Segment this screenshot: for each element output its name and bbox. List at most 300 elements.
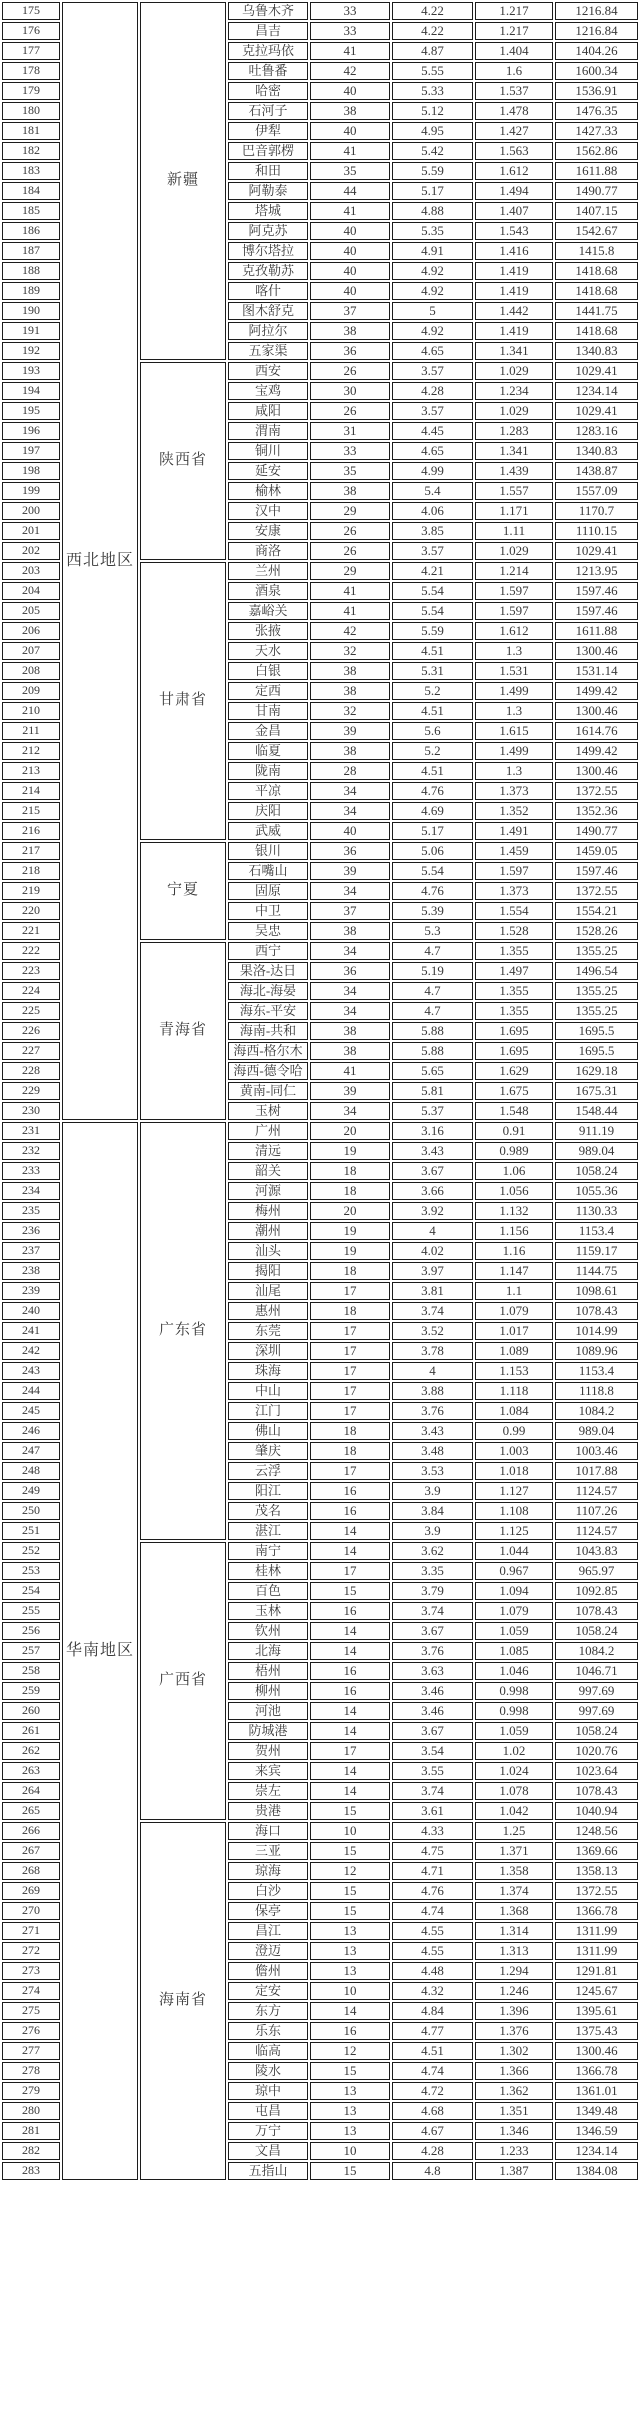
city-cell: 石河子 [228, 102, 308, 120]
value-cell: 1.16 [475, 1242, 553, 1260]
city-cell: 阳江 [228, 1482, 308, 1500]
row-number-cell: 280 [2, 2102, 60, 2120]
value-cell: 1361.01 [555, 2082, 638, 2100]
value-cell: 3.57 [392, 402, 473, 420]
city-cell: 黄南-同仁 [228, 1082, 308, 1100]
value-cell: 1029.41 [555, 362, 638, 380]
province-cell: 宁夏 [140, 842, 226, 940]
value-cell: 1118.8 [555, 1382, 638, 1400]
value-cell: 38 [310, 1042, 390, 1060]
value-cell: 34 [310, 982, 390, 1000]
row-number-cell: 265 [2, 1802, 60, 1820]
value-cell: 1.118 [475, 1382, 553, 1400]
value-cell: 0.91 [475, 1122, 553, 1140]
value-cell: 5.54 [392, 582, 473, 600]
city-cell: 玉树 [228, 1102, 308, 1120]
province-cell: 广东省 [140, 1122, 226, 1540]
city-cell: 和田 [228, 162, 308, 180]
value-cell: 1597.46 [555, 582, 638, 600]
row-number-cell: 186 [2, 222, 60, 240]
value-cell: 1.358 [475, 1862, 553, 1880]
value-cell: 0.998 [475, 1682, 553, 1700]
row-number-cell: 271 [2, 1922, 60, 1940]
value-cell: 1.294 [475, 1962, 553, 1980]
value-cell: 1.494 [475, 182, 553, 200]
city-cell: 梧州 [228, 1662, 308, 1680]
value-cell: 1.059 [475, 1622, 553, 1640]
value-cell: 1366.78 [555, 2062, 638, 2080]
row-number-cell: 218 [2, 862, 60, 880]
value-cell: 14 [310, 1722, 390, 1740]
city-cell: 吐鲁番 [228, 62, 308, 80]
row-number-cell: 262 [2, 1742, 60, 1760]
city-cell: 贵港 [228, 1802, 308, 1820]
row-number-cell: 189 [2, 282, 60, 300]
row-number-cell: 256 [2, 1622, 60, 1640]
row-number-cell: 195 [2, 402, 60, 420]
value-cell: 1352.36 [555, 802, 638, 820]
row-number-cell: 200 [2, 502, 60, 520]
value-cell: 0.998 [475, 1702, 553, 1720]
city-cell: 酒泉 [228, 582, 308, 600]
value-cell: 1562.86 [555, 142, 638, 160]
value-cell: 1695.5 [555, 1042, 638, 1060]
value-cell: 1.346 [475, 2122, 553, 2140]
value-cell: 1.171 [475, 502, 553, 520]
table-row [2, 1122, 638, 1140]
value-cell: 5.06 [392, 842, 473, 860]
row-number-cell: 266 [2, 1822, 60, 1840]
value-cell: 17 [310, 1382, 390, 1400]
city-cell: 乐东 [228, 2022, 308, 2040]
row-number-cell: 207 [2, 642, 60, 660]
row-number-cell: 176 [2, 22, 60, 40]
value-cell: 15 [310, 2162, 390, 2180]
city-cell: 临高 [228, 2042, 308, 2060]
row-number-cell: 278 [2, 2062, 60, 2080]
value-cell: 1.419 [475, 262, 553, 280]
value-cell: 4.7 [392, 982, 473, 1000]
value-cell: 42 [310, 62, 390, 80]
value-cell: 4.87 [392, 42, 473, 60]
value-cell: 3.57 [392, 362, 473, 380]
value-cell: 4.65 [392, 342, 473, 360]
city-cell: 西宁 [228, 942, 308, 960]
row-number-cell: 246 [2, 1422, 60, 1440]
value-cell: 4.67 [392, 2122, 473, 2140]
value-cell: 4.72 [392, 2082, 473, 2100]
value-cell: 34 [310, 1102, 390, 1120]
value-cell: 17 [310, 1742, 390, 1760]
row-number-cell: 199 [2, 482, 60, 500]
value-cell: 1554.21 [555, 902, 638, 920]
city-cell: 张掖 [228, 622, 308, 640]
value-cell: 13 [310, 1962, 390, 1980]
value-cell: 4.51 [392, 2042, 473, 2060]
row-number-cell: 249 [2, 1482, 60, 1500]
value-cell: 1459.05 [555, 842, 638, 860]
value-cell: 10 [310, 1982, 390, 2000]
value-cell: 1611.88 [555, 622, 638, 640]
value-cell: 1078.43 [555, 1782, 638, 1800]
city-cell: 武威 [228, 822, 308, 840]
value-cell: 34 [310, 942, 390, 960]
value-cell: 5.37 [392, 1102, 473, 1120]
value-cell: 1055.36 [555, 1182, 638, 1200]
city-cell: 汉中 [228, 502, 308, 520]
row-number-cell: 276 [2, 2022, 60, 2040]
value-cell: 13 [310, 2122, 390, 2140]
value-cell: 20 [310, 1202, 390, 1220]
value-cell: 3.43 [392, 1142, 473, 1160]
row-number-cell: 190 [2, 302, 60, 320]
value-cell: 38 [310, 742, 390, 760]
value-cell: 5.33 [392, 82, 473, 100]
value-cell: 15 [310, 1802, 390, 1820]
value-cell: 1542.67 [555, 222, 638, 240]
row-number-cell: 231 [2, 1122, 60, 1140]
value-cell: 44 [310, 182, 390, 200]
value-cell: 1248.56 [555, 1822, 638, 1840]
city-cell: 伊犁 [228, 122, 308, 140]
value-cell: 1124.57 [555, 1522, 638, 1540]
value-cell: 1557.09 [555, 482, 638, 500]
row-number-cell: 250 [2, 1502, 60, 1520]
value-cell: 1.439 [475, 462, 553, 480]
row-number-cell: 230 [2, 1102, 60, 1120]
value-cell: 1213.95 [555, 562, 638, 580]
value-cell: 4.48 [392, 1962, 473, 1980]
value-cell: 3.74 [392, 1302, 473, 1320]
row-number-cell: 197 [2, 442, 60, 460]
value-cell: 1476.35 [555, 102, 638, 120]
value-cell: 1438.87 [555, 462, 638, 480]
value-cell: 1058.24 [555, 1722, 638, 1740]
value-cell: 17 [310, 1402, 390, 1420]
value-cell: 1.3 [475, 702, 553, 720]
value-cell: 19 [310, 1222, 390, 1240]
value-cell: 4.84 [392, 2002, 473, 2020]
value-cell: 3.67 [392, 1722, 473, 1740]
value-cell: 20 [310, 1122, 390, 1140]
value-cell: 1.351 [475, 2102, 553, 2120]
value-cell: 1.557 [475, 482, 553, 500]
value-cell: 1.003 [475, 1442, 553, 1460]
value-cell: 1040.94 [555, 1802, 638, 1820]
value-cell: 1153.4 [555, 1362, 638, 1380]
value-cell: 12 [310, 1862, 390, 1880]
row-number-cell: 240 [2, 1302, 60, 1320]
value-cell: 41 [310, 602, 390, 620]
value-cell: 1.217 [475, 22, 553, 40]
value-cell: 1.25 [475, 1822, 553, 1840]
value-cell: 1.387 [475, 2162, 553, 2180]
value-cell: 1.368 [475, 1902, 553, 1920]
value-cell: 30 [310, 382, 390, 400]
value-cell: 4.02 [392, 1242, 473, 1260]
value-cell: 15 [310, 1842, 390, 1860]
value-cell: 4.92 [392, 262, 473, 280]
value-cell: 38 [310, 482, 390, 500]
row-number-cell: 191 [2, 322, 60, 340]
city-cell: 乌鲁木齐 [228, 2, 308, 20]
value-cell: 3.43 [392, 1422, 473, 1440]
row-number-cell: 179 [2, 82, 60, 100]
value-cell: 38 [310, 322, 390, 340]
value-cell: 4.99 [392, 462, 473, 480]
value-cell: 1084.2 [555, 1402, 638, 1420]
value-cell: 14 [310, 1702, 390, 1720]
row-number-cell: 220 [2, 902, 60, 920]
value-cell: 5.3 [392, 922, 473, 940]
city-cell: 琼海 [228, 1862, 308, 1880]
value-cell: 5.42 [392, 142, 473, 160]
value-cell: 1418.68 [555, 282, 638, 300]
value-cell: 14 [310, 1522, 390, 1540]
city-cell: 克孜勒苏 [228, 262, 308, 280]
city-cell: 安康 [228, 522, 308, 540]
value-cell: 4.76 [392, 782, 473, 800]
value-cell: 1058.24 [555, 1622, 638, 1640]
value-cell: 40 [310, 82, 390, 100]
row-number-cell: 181 [2, 122, 60, 140]
value-cell: 1.491 [475, 822, 553, 840]
row-number-cell: 187 [2, 242, 60, 260]
city-cell: 澄迈 [228, 1942, 308, 1960]
value-cell: 1.084 [475, 1402, 553, 1420]
row-number-cell: 252 [2, 1542, 60, 1560]
city-cell: 巴音郭楞 [228, 142, 308, 160]
city-cell: 惠州 [228, 1302, 308, 1320]
value-cell: 3.9 [392, 1522, 473, 1540]
value-cell: 1.085 [475, 1642, 553, 1660]
value-cell: 40 [310, 282, 390, 300]
value-cell: 4.28 [392, 2142, 473, 2160]
value-cell: 3.53 [392, 1462, 473, 1480]
city-cell: 宝鸡 [228, 382, 308, 400]
value-cell: 18 [310, 1162, 390, 1180]
city-cell: 平凉 [228, 782, 308, 800]
value-cell: 4.76 [392, 1882, 473, 1900]
city-cell: 汕尾 [228, 1282, 308, 1300]
value-cell: 3.62 [392, 1542, 473, 1560]
value-cell: 1.543 [475, 222, 553, 240]
city-cell: 铜川 [228, 442, 308, 460]
value-cell: 1355.25 [555, 982, 638, 1000]
row-number-cell: 223 [2, 962, 60, 980]
city-cell: 汕头 [228, 1242, 308, 1260]
value-cell: 1.597 [475, 582, 553, 600]
value-cell: 3.84 [392, 1502, 473, 1520]
value-cell: 1.042 [475, 1802, 553, 1820]
city-cell: 文昌 [228, 2142, 308, 2160]
city-cell: 哈密 [228, 82, 308, 100]
value-cell: 38 [310, 682, 390, 700]
value-cell: 1078.43 [555, 1602, 638, 1620]
value-cell: 1.597 [475, 602, 553, 620]
value-cell: 1.497 [475, 962, 553, 980]
row-number-cell: 259 [2, 1682, 60, 1700]
value-cell: 17 [310, 1342, 390, 1360]
value-cell: 4.74 [392, 1902, 473, 1920]
city-cell: 昌江 [228, 1922, 308, 1940]
value-cell: 4.51 [392, 642, 473, 660]
value-cell: 3.57 [392, 542, 473, 560]
value-cell: 37 [310, 302, 390, 320]
value-cell: 4.65 [392, 442, 473, 460]
city-cell: 天水 [228, 642, 308, 660]
city-cell: 清远 [228, 1142, 308, 1160]
city-cell: 银川 [228, 842, 308, 860]
value-cell: 1.3 [475, 762, 553, 780]
value-cell: 3.81 [392, 1282, 473, 1300]
value-cell: 1.362 [475, 2082, 553, 2100]
row-number-cell: 258 [2, 1662, 60, 1680]
city-cell: 咸阳 [228, 402, 308, 420]
value-cell: 16 [310, 2022, 390, 2040]
value-cell: 38 [310, 662, 390, 680]
city-cell: 临夏 [228, 742, 308, 760]
table-body [2, 2, 638, 2180]
value-cell: 1384.08 [555, 2162, 638, 2180]
value-cell: 35 [310, 462, 390, 480]
city-cell: 珠海 [228, 1362, 308, 1380]
value-cell: 1528.26 [555, 922, 638, 940]
value-cell: 5.17 [392, 182, 473, 200]
row-number-cell: 281 [2, 2122, 60, 2140]
value-cell: 33 [310, 22, 390, 40]
value-cell: 1375.43 [555, 2022, 638, 2040]
value-cell: 1.3 [475, 642, 553, 660]
value-cell: 4.91 [392, 242, 473, 260]
value-cell: 1369.66 [555, 1842, 638, 1860]
value-cell: 1.108 [475, 1502, 553, 1520]
city-cell: 榆林 [228, 482, 308, 500]
row-number-cell: 208 [2, 662, 60, 680]
city-cell: 中山 [228, 1382, 308, 1400]
value-cell: 1130.33 [555, 1202, 638, 1220]
value-cell: 1.125 [475, 1522, 553, 1540]
row-number-cell: 232 [2, 1142, 60, 1160]
value-cell: 5.65 [392, 1062, 473, 1080]
value-cell: 1.147 [475, 1262, 553, 1280]
value-cell: 1170.7 [555, 502, 638, 520]
row-number-cell: 183 [2, 162, 60, 180]
row-number-cell: 192 [2, 342, 60, 360]
row-number-cell: 182 [2, 142, 60, 160]
value-cell: 1.442 [475, 302, 553, 320]
city-cell: 海南-共和 [228, 1022, 308, 1040]
value-cell: 4 [392, 1222, 473, 1240]
value-cell: 5.12 [392, 102, 473, 120]
value-cell: 1.563 [475, 142, 553, 160]
city-cell: 东方 [228, 2002, 308, 2020]
value-cell: 40 [310, 122, 390, 140]
value-cell: 1.407 [475, 202, 553, 220]
city-cell: 钦州 [228, 1622, 308, 1640]
row-number-cell: 257 [2, 1642, 60, 1660]
row-number-cell: 180 [2, 102, 60, 120]
value-cell: 4.55 [392, 1922, 473, 1940]
value-cell: 1404.26 [555, 42, 638, 60]
row-number-cell: 212 [2, 742, 60, 760]
city-cell: 北海 [228, 1642, 308, 1660]
city-cell: 五家渠 [228, 342, 308, 360]
city-cell: 佛山 [228, 1422, 308, 1440]
value-cell: 5.55 [392, 62, 473, 80]
row-number-cell: 222 [2, 942, 60, 960]
row-number-cell: 242 [2, 1342, 60, 1360]
value-cell: 1.153 [475, 1362, 553, 1380]
value-cell: 40 [310, 222, 390, 240]
city-cell: 嘉峪关 [228, 602, 308, 620]
city-cell: 果洛-达日 [228, 962, 308, 980]
value-cell: 3.97 [392, 1262, 473, 1280]
value-cell: 3.35 [392, 1562, 473, 1580]
value-cell: 1597.46 [555, 602, 638, 620]
value-cell: 1.079 [475, 1302, 553, 1320]
city-cell: 塔城 [228, 202, 308, 220]
value-cell: 5.81 [392, 1082, 473, 1100]
value-cell: 36 [310, 342, 390, 360]
row-number-cell: 193 [2, 362, 60, 380]
value-cell: 1.044 [475, 1542, 553, 1560]
value-cell: 16 [310, 1662, 390, 1680]
value-cell: 0.967 [475, 1562, 553, 1580]
value-cell: 1395.61 [555, 2002, 638, 2020]
city-cell: 定安 [228, 1982, 308, 2000]
value-cell: 41 [310, 142, 390, 160]
value-cell: 1.373 [475, 782, 553, 800]
value-cell: 1.018 [475, 1462, 553, 1480]
city-cell: 潮州 [228, 1222, 308, 1240]
row-number-cell: 175 [2, 2, 60, 20]
city-cell: 海口 [228, 1822, 308, 1840]
value-cell: 29 [310, 502, 390, 520]
value-cell: 12 [310, 2042, 390, 2060]
value-cell: 16 [310, 1502, 390, 1520]
value-cell: 17 [310, 1362, 390, 1380]
value-cell: 4.32 [392, 1982, 473, 2000]
value-cell: 1.214 [475, 562, 553, 580]
value-cell: 5.2 [392, 742, 473, 760]
value-cell: 0.99 [475, 1422, 553, 1440]
value-cell: 1.024 [475, 1762, 553, 1780]
city-cell: 揭阳 [228, 1262, 308, 1280]
value-cell: 1.404 [475, 42, 553, 60]
value-cell: 3.9 [392, 1482, 473, 1500]
city-cell: 博尔塔拉 [228, 242, 308, 260]
value-cell: 1407.15 [555, 202, 638, 220]
value-cell: 4.8 [392, 2162, 473, 2180]
value-cell: 1372.55 [555, 882, 638, 900]
value-cell: 5.54 [392, 862, 473, 880]
value-cell: 1245.67 [555, 1982, 638, 2000]
value-cell: 13 [310, 1922, 390, 1940]
city-cell: 防城港 [228, 1722, 308, 1740]
value-cell: 5.54 [392, 602, 473, 620]
row-number-cell: 277 [2, 2042, 60, 2060]
row-number-cell: 226 [2, 1022, 60, 1040]
value-cell: 3.66 [392, 1182, 473, 1200]
value-cell: 5.19 [392, 962, 473, 980]
value-cell: 1499.42 [555, 742, 638, 760]
city-cell: 深圳 [228, 1342, 308, 1360]
city-cell: 陇南 [228, 762, 308, 780]
value-cell: 1.6 [475, 62, 553, 80]
row-number-cell: 221 [2, 922, 60, 940]
row-number-cell: 211 [2, 722, 60, 740]
